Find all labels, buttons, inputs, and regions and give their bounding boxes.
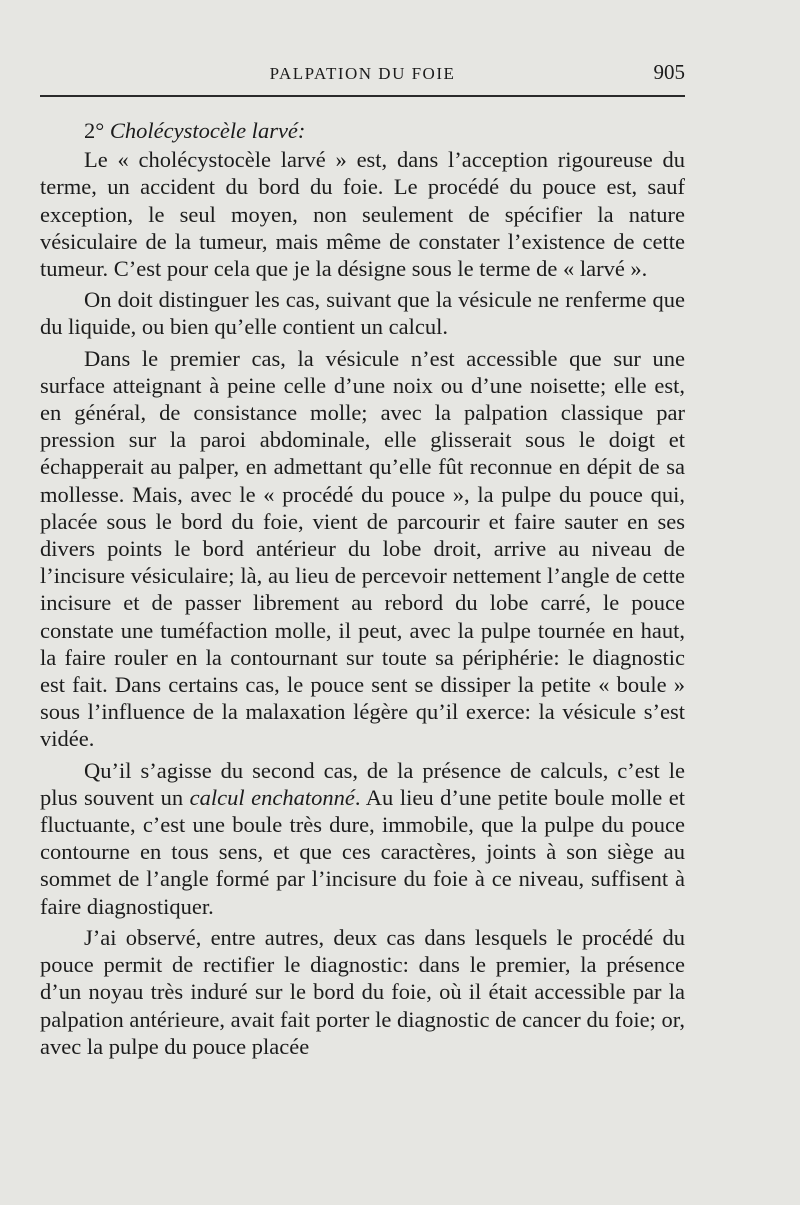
section-title: Cholécystocèle larvé: — [109, 118, 306, 143]
page-number: 905 — [653, 60, 685, 84]
section-number: 2° — [84, 118, 105, 143]
paragraph-2: On doit distinguer les cas, suivant que la vésicule ne renferme que du liquide, ou bien qu’elle contient un calcul. — [40, 287, 685, 340]
section-heading — [40, 117, 685, 144]
paragraph-5: J’ai observé, entre autres, deux cas dans lesquels le procédé du pouce permit de rectifier le diagnostic: dans le premier, la présence d’un noyau très induré sur le bord du foie, où il était accessible par la palpation antérieure, avait fait porter le diagnostic de cancer du foie; or, avec la pulpe du pouce placée — [40, 924, 685, 1059]
running-title: PALPATION DU FOIE — [269, 64, 456, 83]
paragraph-3: Dans le premier cas, la vésicule n’est accessible que sur une surface atteignant à peine celle d’une noix ou d’une noisette; elle est, en général, de consistance molle; avec la palpation classique par pression sur la paroi abdominale, elle glisserait sous le doigt et échapperait au palper, en admettant qu’elle fût reconnue en dépit de sa mollesse. Mais, avec le « procédé du pouce », la pulpe du pouce qui, placée sous le bord du foie, vient de parcourir et faire sauter en ses divers points le bord antérieur du lobe droit, arrive au niveau de l’incisure vésiculaire; là, au lieu de percevoir nettement l’angle de cette incisure et de passer librement au rebord du lobe carré, le pouce constate une tuméfaction molle, il peut, avec la pulpe tournée en haut, la faire rouler en la contournant sur toute sa périphérie: le diagnostic est fait. Dans certains cas, le pouce sent se dissiper la petite « boule » sous l’influence de la malaxation légère qu’il exerce: la vésicule s’est vidée. — [40, 345, 685, 752]
header-rule — [40, 95, 685, 97]
paragraph-4-text-after: . Au lieu d’une petite boule molle et fluctuante, c’est une boule très dure, immobile, que la pulpe du pouce contourne en tous sens, et que ces caractères, joints à son siège au sommet de l’angle formé par l’incisure du foie à ce niveau, suffisent à faire diagnostiquer. — [40, 784, 685, 919]
paragraph-4-text-before: Qu’il s’agisse du second cas, de la présence de calculs, c’est le plus souvent un — [40, 757, 685, 810]
page-body — [40, 117, 685, 1064]
paragraph-4 — [40, 757, 685, 920]
page-header — [40, 60, 685, 92]
paragraph-4-italic-term: calcul enchatonné — [189, 784, 355, 810]
paragraph-1: Le « cholécystocèle larvé » est, dans l’acception rigoureuse du terme, un accident du bord du foie. Le procédé du pouce est, sauf exception, le seul moyen, non seulement de spécifier la nature vésiculaire de la tumeur, mais même de constater l’existence de cette tumeur. C’est pour cela que je la désigne sous le terme de « larvé ». — [40, 147, 685, 282]
